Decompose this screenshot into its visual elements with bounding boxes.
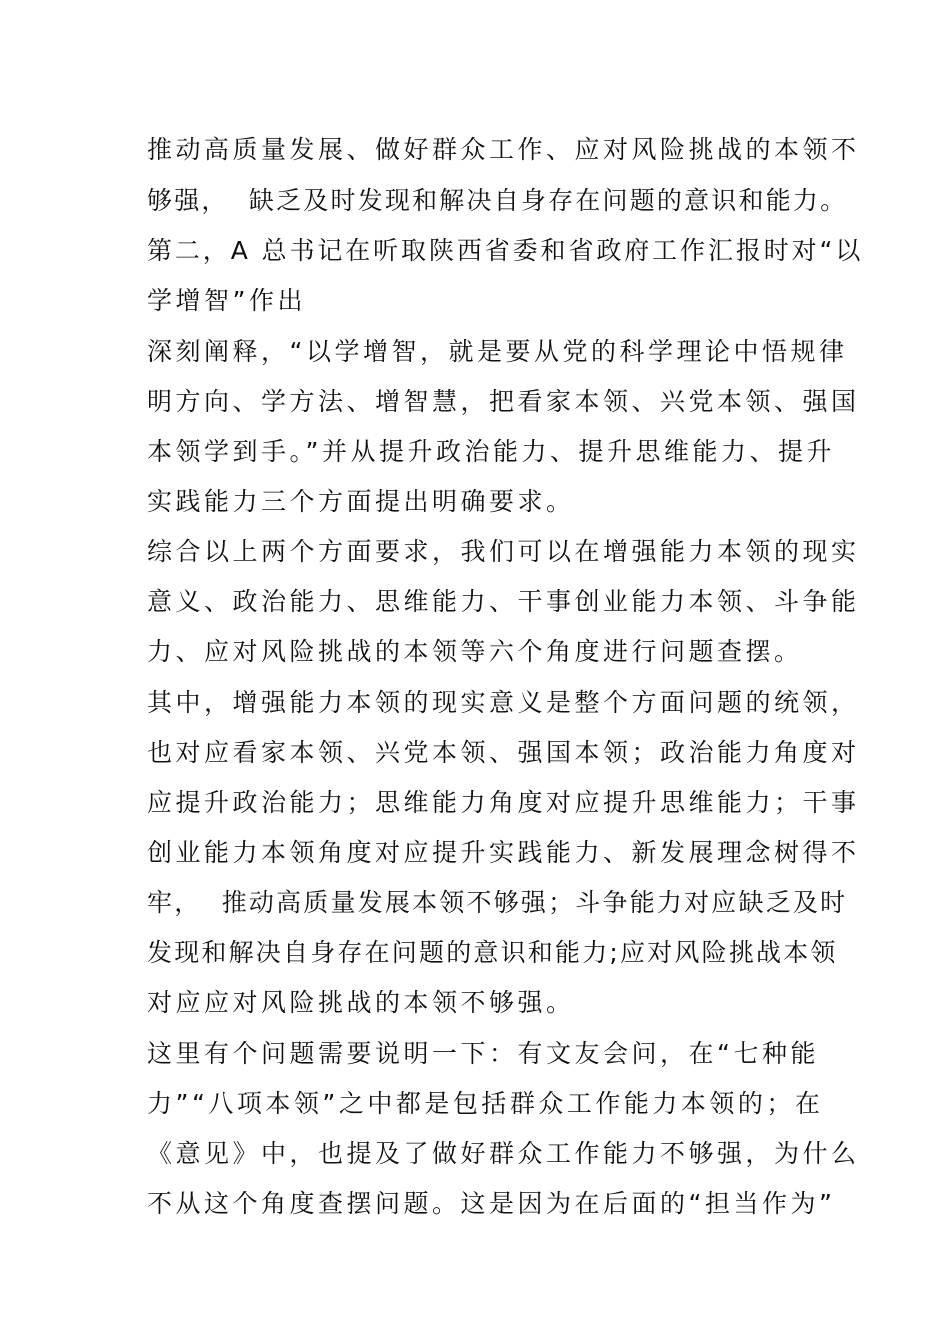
- text-line-9: 综合以上两个方面要求，我们可以在增强能力本领的现实: [147, 537, 860, 566]
- text-line-10: 意义、政治能力、思维能力、干事创业能力本领、斗争能: [147, 587, 860, 616]
- text-line-19: 这里有个问题需要说明一下：有文友会问，在“七种能: [147, 1039, 819, 1068]
- text-line-4: 学增智”作出: [147, 286, 306, 315]
- text-line-7: 本领学到手。”并从提升政治能力、提升思维能力、提升: [147, 437, 835, 466]
- text-line-3: 第二，A 总书记在听取陕西省委和省政府工作汇报时对“以: [147, 236, 864, 265]
- text-line-21: 《意见》中，也提及了做好群众工作能力不够强，为什么: [147, 1139, 860, 1168]
- text-line-15: 创业能力本领角度对应提升实践能力、新发展理念树得不: [147, 838, 860, 867]
- text-line-8: 实践能力三个方面提出明确要求。: [147, 487, 575, 516]
- text-line-22: 不从这个角度查摆问题。这是因为在后面的“担当作为”: [147, 1189, 836, 1218]
- text-line-14: 应提升政治能力；思维能力角度对应提升思维能力；干事: [147, 788, 860, 817]
- text-line-13: 也对应看家本领、兴党本领、强国本领；政治能力角度对: [147, 738, 860, 767]
- text-line-6: 明方向、学方法、增智慧，把看家本领、兴党本领、强国: [147, 387, 860, 416]
- text-line-2: 够强， 缺乏及时发现和解决自身存在问题的意识和能力。: [147, 186, 848, 215]
- text-line-16: 牢， 推动高质量发展本领不够强；斗争能力对应缺乏及时: [147, 888, 848, 917]
- text-line-1: 推动高质量发展、做好群众工作、应对风险挑战的本领不: [147, 135, 860, 164]
- text-line-18: 对应应对风险挑战的本领不够强。: [147, 988, 575, 1017]
- text-line-5: 深刻阐释，“以学增智，就是要从党的科学理论中悟规律: [147, 337, 848, 366]
- text-line-11: 力、应对风险挑战的本领等六个角度进行问题查摆。: [147, 637, 803, 666]
- text-line-12: 其中，增强能力本领的现实意义是整个方面问题的统领，: [147, 688, 860, 717]
- text-line-17: 发现和解决自身存在问题的意识和能力;应对风险挑战本领: [147, 938, 838, 967]
- text-line-20: 力”“八项本领”之中都是包括群众工作能力本领的；在: [147, 1089, 824, 1118]
